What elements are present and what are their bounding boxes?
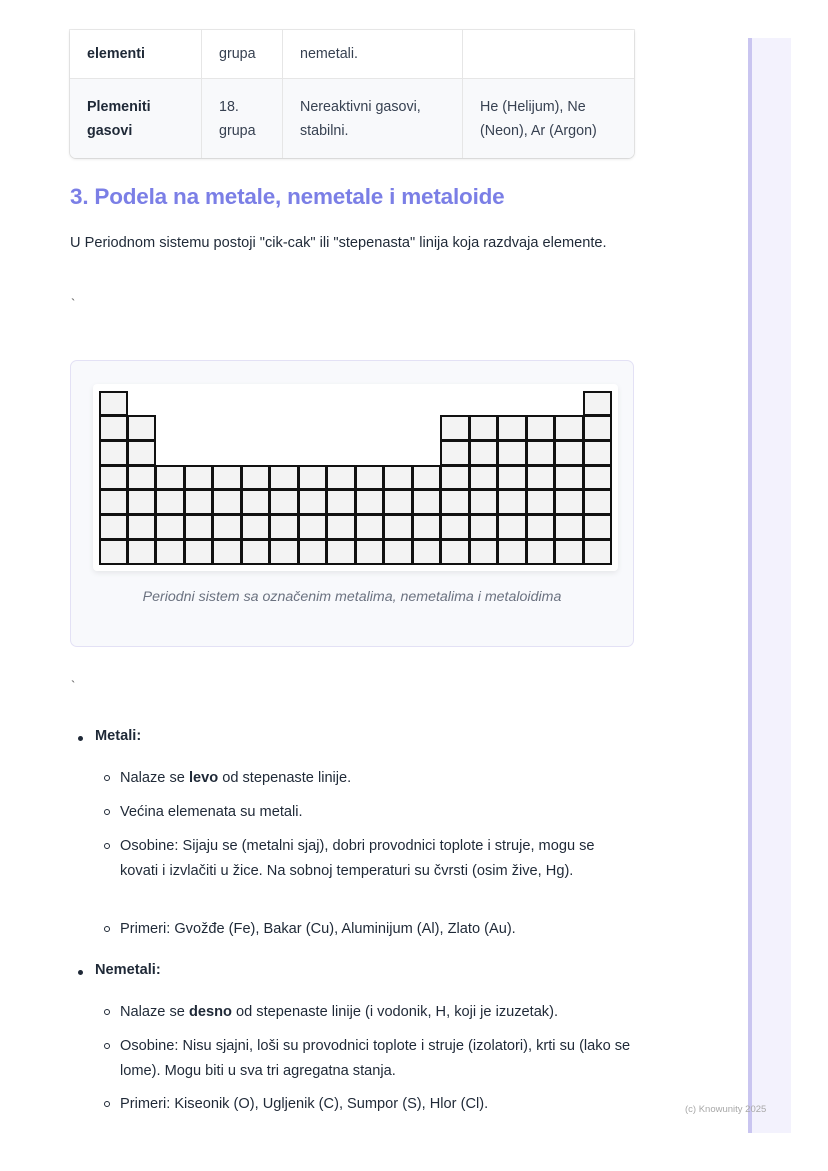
table-cell-name: elementi bbox=[70, 30, 202, 79]
element-cell bbox=[497, 514, 527, 540]
element-cell bbox=[184, 514, 214, 540]
element-cell bbox=[326, 489, 356, 515]
element-cell bbox=[127, 489, 157, 515]
element-cell bbox=[440, 514, 470, 540]
periodic-table-figure bbox=[70, 360, 634, 647]
table-cell-examples: He (Helijum), Ne (Neon), Ar (Argon) bbox=[463, 79, 635, 159]
element-cell bbox=[469, 415, 499, 441]
element-cell bbox=[184, 489, 214, 515]
element-cell bbox=[355, 465, 385, 491]
element-cell bbox=[583, 489, 613, 515]
element-cell bbox=[241, 539, 271, 565]
element-cell bbox=[99, 514, 128, 540]
element-cell bbox=[127, 465, 157, 491]
element-cell bbox=[383, 489, 413, 515]
element-cell bbox=[326, 539, 356, 565]
circle-bullet-icon bbox=[104, 1043, 110, 1049]
element-cell bbox=[440, 465, 470, 491]
element-cell bbox=[440, 415, 470, 441]
element-cell bbox=[127, 539, 157, 565]
element-cell bbox=[440, 539, 470, 565]
element-cell bbox=[526, 514, 556, 540]
element-cell bbox=[127, 514, 157, 540]
element-cell bbox=[383, 539, 413, 565]
element-cell bbox=[583, 539, 613, 565]
element-cell bbox=[469, 514, 499, 540]
element-cell bbox=[241, 514, 271, 540]
element-cell bbox=[355, 489, 385, 515]
element-cell bbox=[526, 489, 556, 515]
element-cell bbox=[298, 539, 328, 565]
backtick-marker: ` bbox=[71, 296, 76, 311]
circle-bullet-icon bbox=[104, 926, 110, 932]
element-cell bbox=[412, 489, 442, 515]
element-cell bbox=[99, 391, 128, 416]
element-cell bbox=[497, 539, 527, 565]
element-cell bbox=[469, 489, 499, 515]
element-cell bbox=[298, 489, 328, 515]
element-cell bbox=[554, 539, 584, 565]
element-cell bbox=[155, 514, 185, 540]
element-cell bbox=[241, 465, 271, 491]
table-cell-group: grupa bbox=[202, 30, 283, 79]
figure-caption: Periodni sistem sa označenim metalima, nemetalima i metaloidima bbox=[142, 589, 562, 605]
element-cell bbox=[298, 514, 328, 540]
element-cell bbox=[269, 465, 299, 491]
element-cell bbox=[99, 489, 128, 515]
element-cell bbox=[554, 514, 584, 540]
element-cell bbox=[127, 415, 157, 441]
right-sidebar-panel bbox=[748, 38, 791, 1133]
element-cell bbox=[583, 391, 613, 416]
copyright-footer: (c) Knowunity 2025 bbox=[685, 1104, 767, 1115]
element-cell bbox=[526, 440, 556, 466]
table-row bbox=[70, 79, 634, 159]
element-cell bbox=[355, 539, 385, 565]
element-cell bbox=[554, 415, 584, 441]
element-cell bbox=[526, 465, 556, 491]
element-cell bbox=[497, 489, 527, 515]
element-cell bbox=[554, 465, 584, 491]
element-cell bbox=[155, 539, 185, 565]
element-cell bbox=[184, 465, 214, 491]
element-cell bbox=[554, 489, 584, 515]
circle-bullet-icon bbox=[104, 809, 110, 815]
element-cell bbox=[269, 539, 299, 565]
element-cell bbox=[583, 465, 613, 491]
table-row bbox=[70, 30, 634, 79]
element-cell bbox=[412, 539, 442, 565]
circle-bullet-icon bbox=[104, 775, 110, 781]
element-cell bbox=[469, 440, 499, 466]
element-cell bbox=[355, 514, 385, 540]
periodic-table-grid bbox=[99, 391, 612, 565]
element-cell bbox=[383, 514, 413, 540]
element-cell bbox=[412, 465, 442, 491]
element-cell bbox=[326, 465, 356, 491]
element-cell bbox=[241, 489, 271, 515]
intro-paragraph: U Periodnom sistemu postoji "cik-cak" ili "stepenasta" linija koja razdvaja elemente. bbox=[70, 235, 607, 251]
periodic-table-image bbox=[93, 384, 618, 571]
table-cell-name: Plemeniti gasovi bbox=[70, 79, 202, 159]
element-cell bbox=[583, 514, 613, 540]
table-cell-group: 18. grupa bbox=[202, 79, 283, 159]
element-cell bbox=[212, 489, 242, 515]
groups-table bbox=[70, 30, 634, 158]
circle-bullet-icon bbox=[104, 1009, 110, 1015]
table-cell-examples bbox=[463, 30, 635, 79]
element-cell bbox=[155, 489, 185, 515]
element-cell bbox=[526, 539, 556, 565]
element-cell bbox=[554, 440, 584, 466]
circle-bullet-icon bbox=[104, 843, 110, 849]
element-cell bbox=[127, 440, 157, 466]
element-cell bbox=[326, 514, 356, 540]
element-cell bbox=[99, 539, 128, 565]
element-cell bbox=[497, 415, 527, 441]
element-cell bbox=[155, 465, 185, 491]
section-heading: 3. Podela na metale, nemetale i metaloide bbox=[70, 184, 505, 209]
element-cell bbox=[212, 465, 242, 491]
circle-bullet-icon bbox=[104, 1101, 110, 1107]
element-cell bbox=[99, 415, 128, 441]
element-cell bbox=[99, 440, 128, 466]
bullet-icon bbox=[78, 736, 83, 741]
bullet-icon bbox=[78, 970, 83, 975]
element-cell bbox=[583, 440, 613, 466]
element-cell bbox=[269, 489, 299, 515]
table-cell-description: nemetali. bbox=[283, 30, 463, 79]
element-cell bbox=[212, 539, 242, 565]
element-cell bbox=[469, 465, 499, 491]
table-cell-description: Nereaktivni gasovi, stabilni. bbox=[283, 79, 463, 159]
element-cell bbox=[497, 465, 527, 491]
element-cell bbox=[583, 415, 613, 441]
backtick-marker: ` bbox=[71, 678, 76, 693]
element-cell bbox=[440, 440, 470, 466]
element-cell bbox=[412, 514, 442, 540]
element-cell bbox=[440, 489, 470, 515]
element-cell bbox=[99, 465, 128, 491]
element-cell bbox=[383, 465, 413, 491]
element-cell bbox=[212, 514, 242, 540]
element-cell bbox=[298, 465, 328, 491]
element-cell bbox=[497, 440, 527, 466]
element-cell bbox=[526, 415, 556, 441]
element-cell bbox=[269, 514, 299, 540]
element-cell bbox=[184, 539, 214, 565]
element-cell bbox=[469, 539, 499, 565]
